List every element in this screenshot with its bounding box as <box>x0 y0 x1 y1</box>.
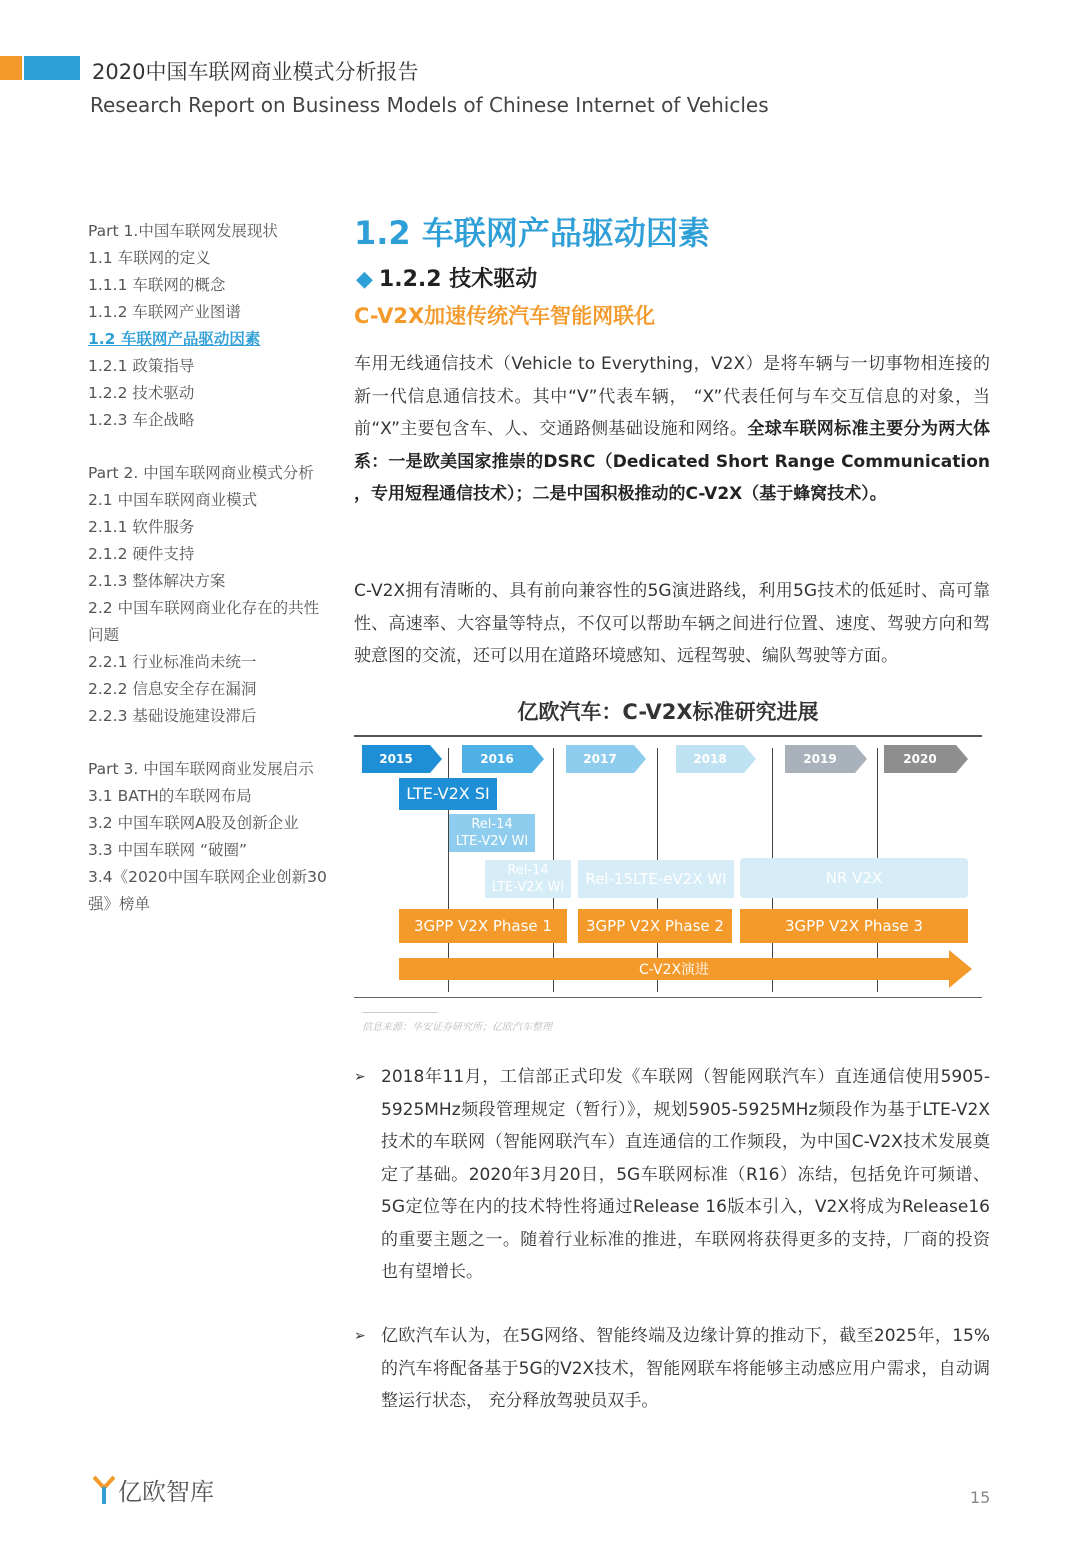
toc-item[interactable]: 3.2 中国车联网A股及创新企业 <box>88 814 299 832</box>
bar-rel14-lte-v2v: Rel-14 LTE-V2V WI <box>449 814 535 852</box>
toc-item[interactable]: 2.1.2 硬件支持 <box>88 545 195 563</box>
chart-bottom-rule <box>354 997 982 998</box>
toc-item[interactable]: 2.2 中国车联网商业化存在的共性问题 <box>88 599 320 644</box>
toc-item[interactable]: 1.1.2 车联网产业图谱 <box>88 303 241 321</box>
footer-logo <box>92 1472 214 1512</box>
section-title: 1.2 车联网产品驱动因素 <box>354 214 710 252</box>
bullet-item <box>354 1061 990 1289</box>
bullet-item <box>354 1320 990 1418</box>
source-rule <box>362 1012 438 1013</box>
chart-source: 信息来源：华安证券研究所；亿欧汽车整理 <box>362 1022 552 1033</box>
toc-item[interactable]: 3.3 中国车联网 “破圈” <box>88 841 248 859</box>
arrow-bullet-icon: ➢ <box>354 1069 366 1085</box>
toc-item[interactable]: Part 1.中国车联网发展现状 <box>88 222 278 240</box>
diamond-icon: ◆ <box>356 267 373 292</box>
bar-lte-v2x-si: LTE-V2X SI <box>399 778 497 810</box>
bar-phase-3: 3GPP V2X Phase 3 <box>740 909 968 943</box>
year-marker-2016: 2016 <box>462 745 544 773</box>
table-of-contents <box>88 218 328 918</box>
evolution-arrow <box>399 950 972 988</box>
toc-item[interactable]: 1.2.1 政策指导 <box>88 357 195 375</box>
toc-item[interactable]: 3.4《2020中国车联网企业创新30强》榜单 <box>88 868 327 913</box>
toc-item[interactable]: 2.2.1 行业标准尚未统一 <box>88 653 257 671</box>
toc-item[interactable]: 1.2.2 技术驱动 <box>88 384 195 402</box>
bar-rel15-lte-ev2x: Rel-15LTE-eV2X WI <box>578 860 734 898</box>
logo-text: 亿欧智库 <box>118 1478 214 1506</box>
header-accent-orange <box>0 56 22 80</box>
report-title: 2020中国车联网商业模式分析报告 <box>92 60 419 84</box>
bar-rel14-lte-v2x: Rel-14 LTE-V2X WI <box>485 860 571 898</box>
paragraph-cv2x: C-V2X拥有清晰的、具有前向兼容性的5G演进路线，利用5G技术的低延时、高可靠性、高速率、大容量等特点，不仅可以帮助车辆之间进行位置、速度、驾驶方向和驾驶意图的交流，还可以用在道路环境感知、远程驾驶、编队驾驶等方面。 <box>354 581 990 666</box>
chart-top-rule <box>354 735 982 737</box>
year-marker-2020: 2020 <box>884 745 968 773</box>
paragraph-intro-text: 车用无线通信技术（Vehicle to Everything，V2X）是将车辆与一切事物相连接的新一代信息通信技术。其中“V”代表车辆， “X”代表任何与车交互信息的对象，当前“X”主要包含车、人、交通路侧基础设施和网络。 <box>354 354 990 439</box>
bar-nr-v2x: NR V2X <box>740 858 968 898</box>
toc-item[interactable]: 1.1 车联网的定义 <box>88 249 211 267</box>
toc-item[interactable]: 2.1.3 整体解决方案 <box>88 572 226 590</box>
arrow-bullet-icon: ➢ <box>354 1328 366 1344</box>
year-marker-2015: 2015 <box>362 745 442 773</box>
bullet-text: 亿欧汽车认为，在5G网络、智能终端及边缘计算的推动下，截至2025年，15%的汽车将配备基于5G的V2X技术，智能网联车将能够主动感应用户需求，自动调整运行状态， 充分释放驾驶员双手。 <box>381 1326 990 1411</box>
chart-title: 亿欧汽车：C-V2X标准研究进展 <box>517 700 819 724</box>
subsection-heading <box>356 262 537 293</box>
toc-item[interactable]: 3.1 BATH的车联网布局 <box>88 787 252 805</box>
bullet-text: 2018年11月，工信部正式印发《车联网（智能网联汽车）直连通信使用5905-5925MHz频段管理规定（暂行）》，规划5905-5925MHz频段作为基于LTE-V2X技术的车联网（智能网联汽车）直连通信的工作频段，为中国C-V2X技术发展奠定了基础。2020年3月20日，5G车联网标准（R16）冻结，包括免许可频谱、5G定位等在内的技术特性将通过Release 16版本引入，V2X将成为Release16的重要主题之一。随着行业标准的推进，车联网将获得更多的支持，厂商的投资也有望增长。 <box>381 1067 990 1282</box>
evolution-label: C-V2X演进 <box>638 962 710 978</box>
bar-phase-1: 3GPP V2X Phase 1 <box>399 909 567 943</box>
logo-y-icon <box>92 1474 116 1512</box>
year-marker-2018: 2018 <box>676 745 756 773</box>
toc-item[interactable]: 2.2.2 信息安全存在漏洞 <box>88 680 257 698</box>
header-accent-blue <box>24 56 80 80</box>
bar-phase-2: 3GPP V2X Phase 2 <box>578 909 732 943</box>
report-subtitle: Research Report on Business Models of Chinese Internet of Vehicles <box>90 93 769 117</box>
year-marker-2017: 2017 <box>566 745 646 773</box>
paragraph-intro-bold: 全球车联网标准主要分为两大体系：一是欧美国家推崇的DSRC（Dedicated Short Range Communication ，专用短程通信技术）；二是中国积极推动的C-V2X（基于蜂窝技术）。 <box>354 419 991 504</box>
toc-item[interactable]: 1.2.3 车企战略 <box>88 411 195 429</box>
toc-item[interactable]: 2.2.3 基础设施建设滞后 <box>88 707 257 725</box>
paragraph-intro <box>354 348 990 511</box>
toc-item[interactable]: Part 2. 中国车联网商业模式分析 <box>88 464 314 482</box>
toc-item[interactable]: 2.1.1 软件服务 <box>88 518 195 536</box>
toc-item-active[interactable]: 1.2 车联网产品驱动因素 <box>88 330 261 348</box>
year-marker-2019: 2019 <box>785 745 867 773</box>
kicker-heading: C-V2X加速传统汽车智能网联化 <box>354 304 656 328</box>
toc-item[interactable]: 1.1.1 车联网的概念 <box>88 276 226 294</box>
subsection-label: 1.2.2 技术驱动 <box>378 267 538 292</box>
toc-item[interactable]: Part 3. 中国车联网商业发展启示 <box>88 760 314 778</box>
page-number: 15 <box>970 1488 991 1507</box>
toc-item[interactable]: 2.1 中国车联网商业模式 <box>88 491 258 509</box>
